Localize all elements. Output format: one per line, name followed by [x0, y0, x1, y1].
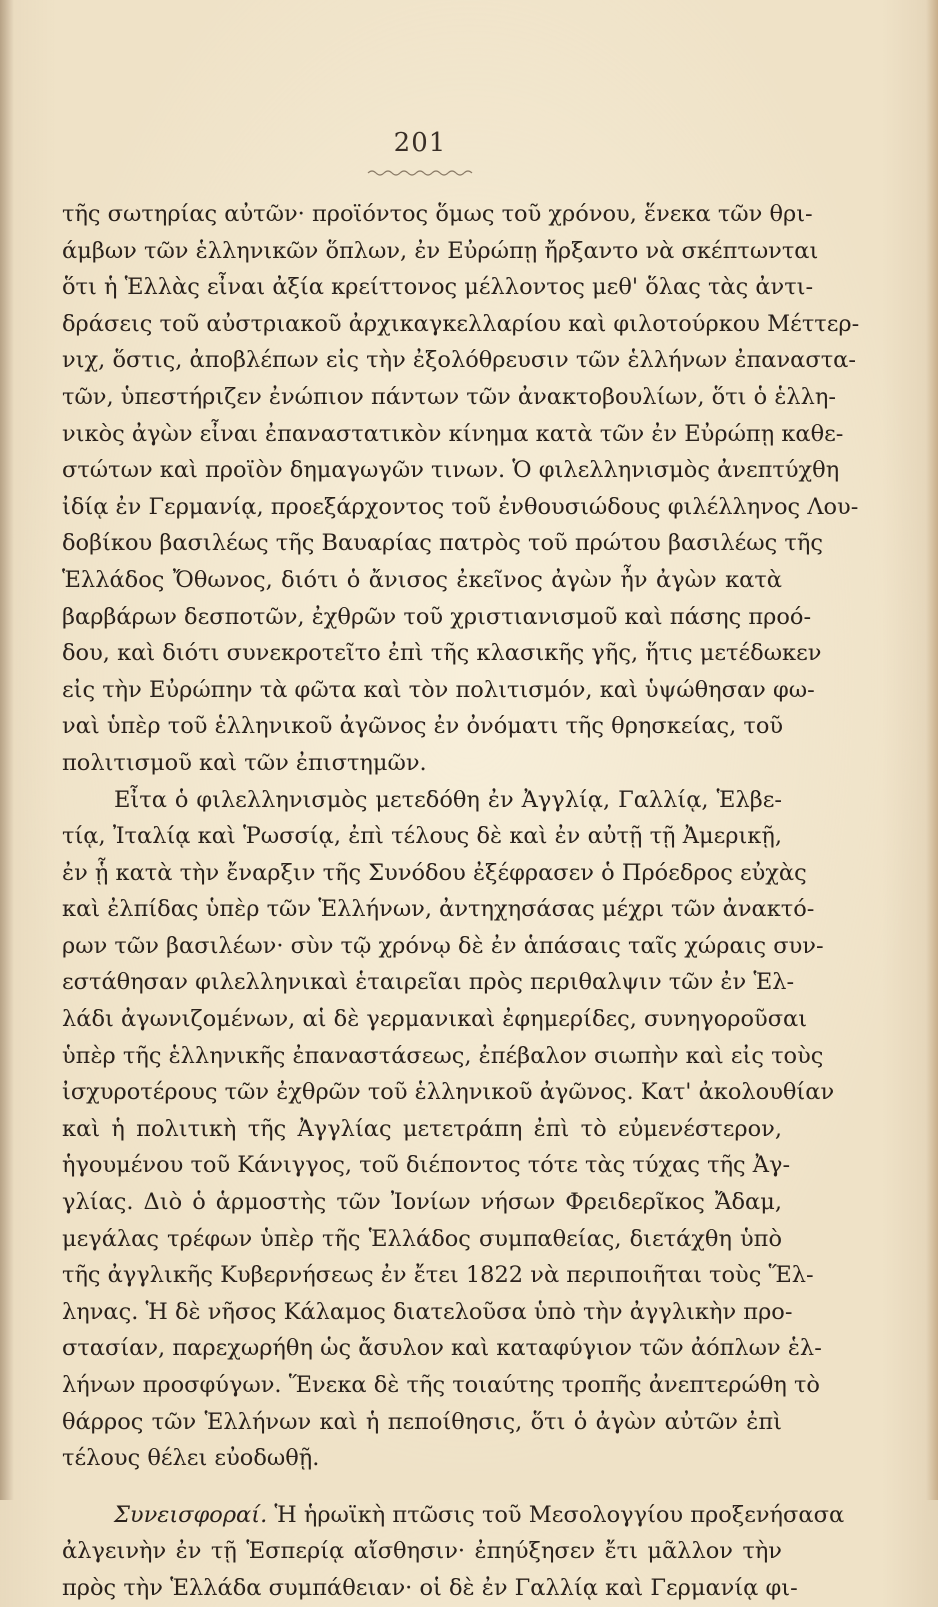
- text-line: ρων τῶν βασιλέων· σὺν τῷ χρόνῳ δὲ ἐν ἁπάσαις ταῖς χώραις συν-: [62, 932, 824, 959]
- text-line: ὅτι ἡ Ἑλλὰς εἶναι ἀξία κρείττονος μέλλοντος μεθ' ὅλας τὰς ἀντι-: [62, 274, 814, 301]
- body-text: [62, 196, 860, 1607]
- text-line: τῆς ἀγγλικῆς Κυβερνήσεως ἐν ἔτει 1822 νὰ περιποιῆται τοὺς Ἕλ-: [62, 1262, 814, 1289]
- page-edge-shadow-right: [926, 0, 938, 1500]
- page-edge-shadow-left: [0, 0, 14, 1500]
- text-line: πολιτισμοῦ καὶ τῶν ἐπιστημῶν.: [62, 749, 427, 776]
- paragraph-spacer: [62, 1477, 782, 1497]
- text-line: λήνων προσφύγων. Ἕνεκα δὲ τῆς τοιαύτης τροπῆς ἀνεπτερώθη τὸ: [62, 1372, 820, 1398]
- text-line: εστάθησαν φιλελληνικαὶ ἑταιρεῖαι πρὸς περιθαλψιν τῶν ἐν Ἑλ-: [62, 969, 795, 996]
- paragraph: [62, 1497, 845, 1607]
- text-line: ἰσχυροτέρους τῶν ἐχθρῶν τοῦ ἑλληνικοῦ ἀγῶνος. Κατ' ἀκολουθίαν: [62, 1079, 835, 1106]
- text-run: Ἡ ἡρωϊκὴ πτῶσις τοῦ Μεσολογγίου προξενήσασα: [274, 1501, 845, 1528]
- text-line: Ἑλλάδος Ὄθωνος, διότι ὁ ἄνισος ἐκεῖνος ἀγὼν ἦν ἀγὼν κατὰ: [62, 566, 782, 593]
- text-line: τῶν, ὑπεστήριζεν ἐνώπιον πάντων τῶν ἀνακτοβουλίων, ὅτι ὁ ἑλλη-: [62, 383, 837, 410]
- text-line: μεγάλας τρέφων ὑπὲρ τῆς Ἑλλάδος συμπαθείας, διετάχθη ὑπὸ: [62, 1225, 782, 1252]
- text-line: δου, καὶ διότι συνεκροτεῖτο ἐπὶ τῆς κλασικῆς γῆς, ἥτις μετέδωκεν: [62, 640, 822, 667]
- paragraph: [62, 196, 860, 782]
- text-line: νιχ, ὅστις, ἀποβλέπων εἰς τὴν ἐξολόθρευσιν τῶν ἑλλήνων ἐπαναστα-: [62, 347, 856, 374]
- text-line: ὑπὲρ τῆς ἑλληνικῆς ἐπαναστάσεως, ἐπέβαλον σιωπὴν καὶ εἰς τοὺς: [62, 1042, 824, 1069]
- text-line: [62, 1497, 845, 1534]
- page-number: 201: [393, 128, 447, 158]
- text-line: τίᾳ, Ἰταλίᾳ καὶ Ῥωσσίᾳ, ἐπὶ τέλους δὲ καὶ ἐν αὐτῇ τῇ Ἀμερικῇ,: [62, 823, 782, 850]
- text-line: ἰδίᾳ ἐν Γερμανίᾳ, προεξάρχοντος τοῦ ἐνθουσιώδους φιλέλληνος Λου-: [62, 493, 859, 520]
- text-line: γλίας. Διὸ ὁ ἁρμοστὴς τῶν Ἰονίων νήσων Φρειδερῖκος Ἄδαμ,: [62, 1189, 782, 1216]
- text-line: τῆς σωτηρίας αὐτῶν· προϊόντος ὅμως τοῦ χρόνου, ἕνεκα τῶν θρι-: [62, 201, 813, 227]
- text-line: καὶ ἡ πολιτικὴ τῆς Ἀγγλίας μετετράπη ἐπὶ τὸ εὐμενέστερον,: [62, 1115, 782, 1142]
- text-line: εἰς τὴν Εὐρώπην τὰ φῶτα καὶ τὸν πολιτισμόν, καὶ ὑψώθησαν φω-: [62, 676, 815, 703]
- text-line: στασίαν, παρεχωρήθη ὡς ἄσυλον καὶ καταφύγιον τῶν ἀόπλων ἑλ-: [62, 1335, 822, 1362]
- text-line: λάδι ἀγωνιζομένων, αἱ δὲ γερμανικαὶ ἐφημερίδες, συνηγοροῦσαι: [62, 1006, 808, 1033]
- text-line: θάρρος τῶν Ἑλλήνων καὶ ἡ πεποίθησις, ὅτι ὁ ἀγὼν αὐτῶν ἐπὶ: [62, 1408, 782, 1435]
- text-line: νικὸς ἀγὼν εἶναι ἐπαναστατικὸν κίνημα κατὰ τῶν ἐν Εὐρώπῃ καθε-: [62, 420, 844, 447]
- text-line: άμβων τῶν ἑλληνικῶν ὅπλων, ἐν Εὐρώπῃ ἤρξαντο νὰ σκέπτωνται: [62, 237, 819, 264]
- text-line: ναὶ ὑπὲρ τοῦ ἑλληνικοῦ ἀγῶνος ἐν ὀνόματι τῆς θρησκείας, τοῦ: [62, 713, 784, 740]
- text-line: δοβίκου βασιλέως τῆς Βαυαρίας πατρὸς τοῦ πρώτου βασιλέως τῆς: [62, 530, 823, 557]
- text-line: πρὸς τὴν Ἑλλάδα συμπάθειαν· οἱ δὲ ἐν Γαλλίᾳ καὶ Γερμανίᾳ φι-: [62, 1574, 798, 1601]
- text-line: βαρβάρων δεσποτῶν, ἐχθρῶν τοῦ χριστιανισμοῦ καὶ πάσης προό-: [62, 603, 812, 630]
- text-line: ἀλγεινὴν ἐν τῇ Ἑσπερίᾳ αἴσθησιν· ἐπηύξησεν ἔτι μᾶλλον τὴν: [62, 1538, 782, 1565]
- text-line: Εἶτα ὁ φιλελληνισμὸς μετεδόθη ἐν Ἀγγλίᾳ, Γαλλίᾳ, Ἑλβε-: [114, 786, 782, 813]
- text-line: ληνας. Ἡ δὲ νῆσος Κάλαμος διατελοῦσα ὑπὸ τὴν ἀγγλικὴν προ-: [62, 1298, 793, 1325]
- text-line: ἡγουμένου τοῦ Κάνιγγος, τοῦ διέποντος τότε τὰς τύχας τῆς Ἀγ-: [62, 1152, 791, 1179]
- text-line: στώτων καὶ προϊὸν δημαγωγῶν τινων. Ὁ φιλελληνισμὸς ἀνεπτύχθη: [62, 457, 840, 484]
- text-line: καὶ ἐλπίδας ὑπὲρ τῶν Ἑλλήνων, ἀντηχησάσας μέχρι τῶν ἀνακτό-: [62, 896, 815, 923]
- text-line: ἐν ᾗ κατὰ τὴν ἔναρξιν τῆς Συνόδου ἐξέφρασεν ὁ Πρόεδρος εὐχὰς: [62, 859, 807, 886]
- decorative-rule-icon: [366, 166, 476, 178]
- section-heading: Συνεισφοραί.: [114, 1501, 268, 1528]
- text-line: τέλους θέλει εὐοδωθῇ.: [62, 1445, 320, 1472]
- paragraph: [62, 782, 835, 1477]
- text-line: δράσεις τοῦ αὐστριακοῦ ἀρχικαγκελλαρίου καὶ φιλοτούρκου Μέττερ-: [62, 310, 860, 337]
